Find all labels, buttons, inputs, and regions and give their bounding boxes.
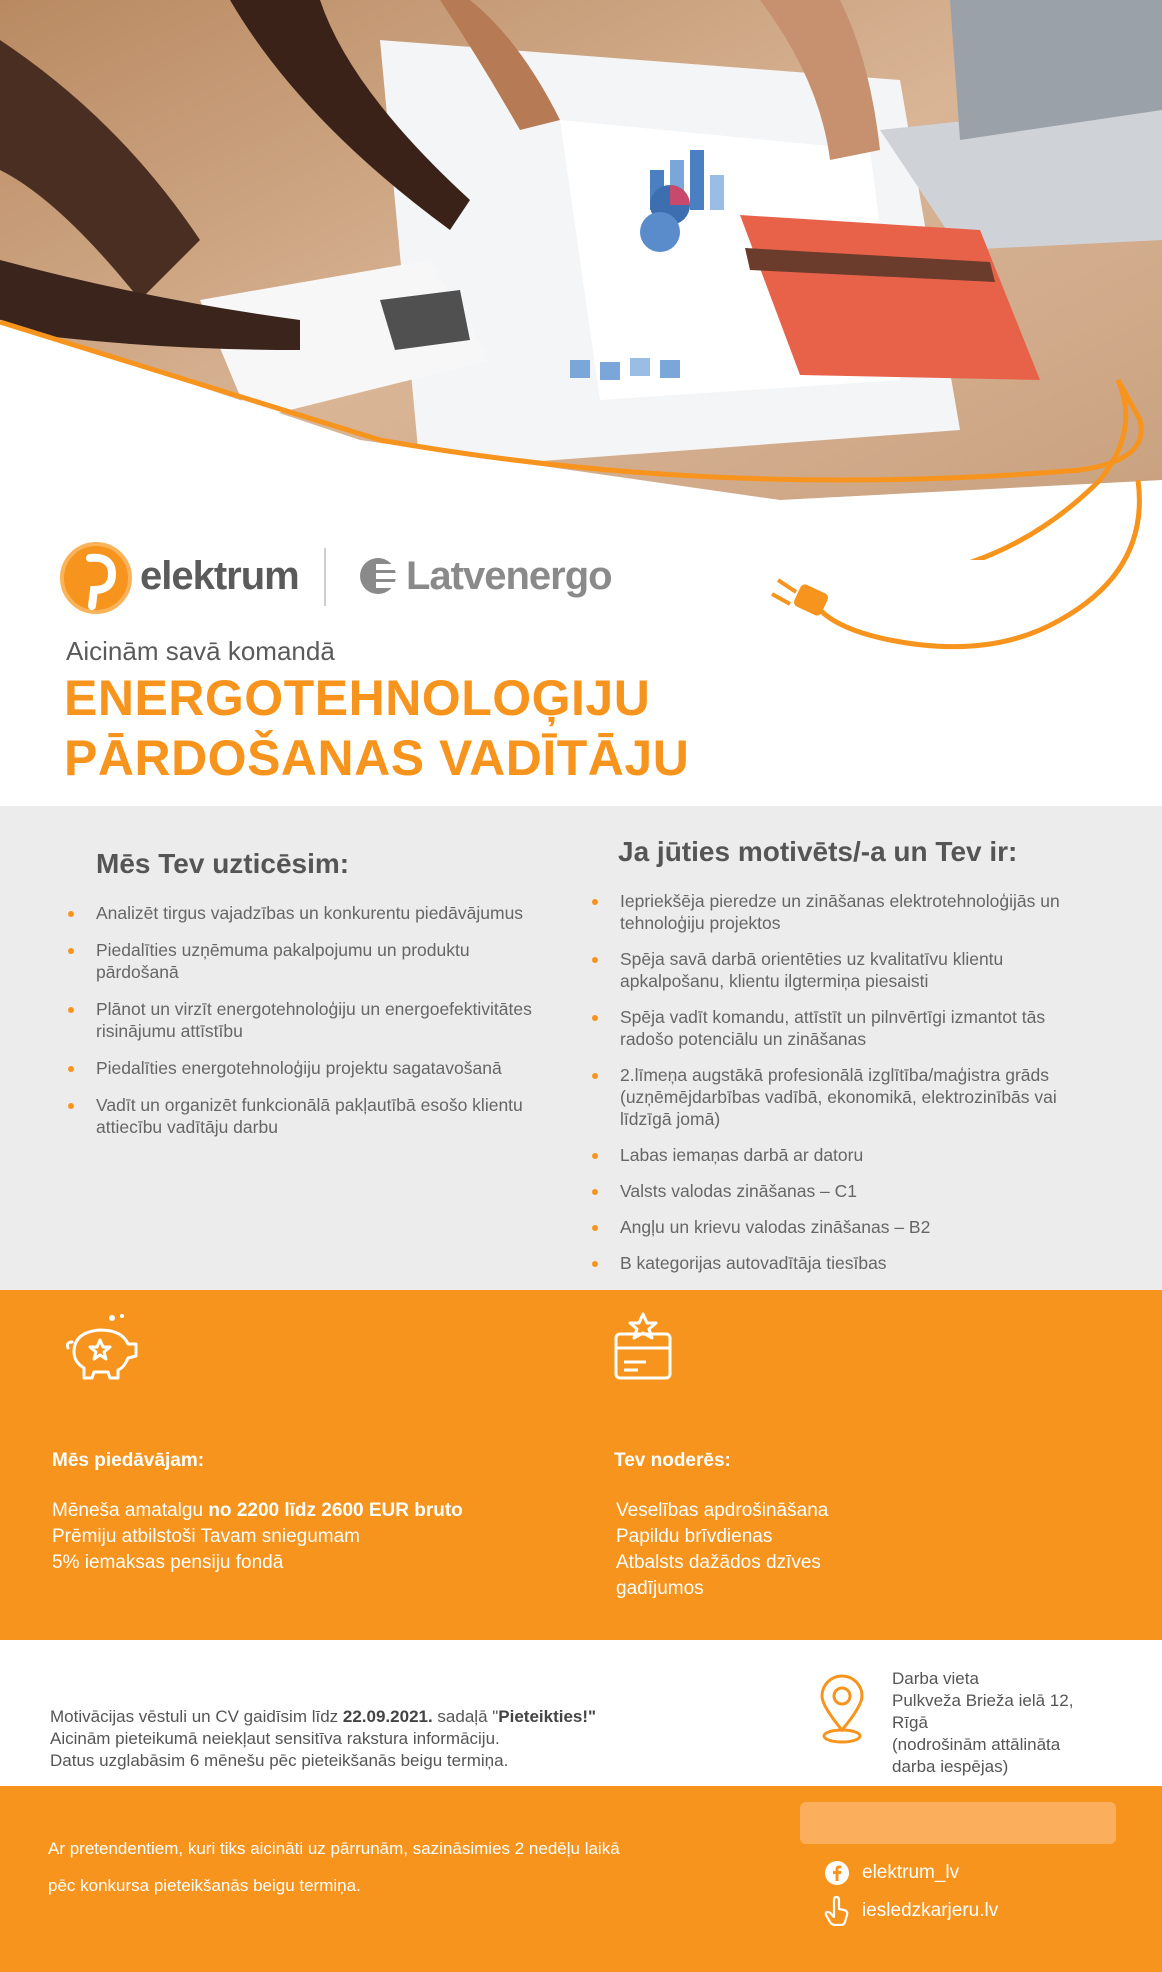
list-item: Labas iemaņas darbā ar datoru (590, 1144, 1090, 1166)
offer-item: Prēmiju atbilstoši Tavam sniegumam (52, 1526, 360, 1547)
application-info (50, 1706, 596, 1772)
list-item: Analizēt tirgus vajadzības un konkurentu piedāvājumus (66, 902, 536, 924)
job-title (64, 668, 689, 788)
workplace-info (892, 1668, 1142, 1778)
benefits-list (616, 1498, 876, 1602)
cable-plug-icon (700, 480, 1162, 680)
piggy-bank-star-icon (62, 1312, 142, 1382)
facebook-handle[interactable]: elektrum_lv (862, 1862, 960, 1883)
intro-text: Aicinām savā komandā (66, 636, 335, 666)
duties-heading: Mēs Tev uzticēsim: (96, 848, 350, 879)
list-item: Angļu un krievu valodas zināšanas – B2 (590, 1216, 1090, 1238)
offer-heading: Mēs piedāvājam: (52, 1450, 205, 1471)
card-star-icon (612, 1312, 676, 1382)
list-item: Plānot un virzīt energotehnoloģiju un energoefektivitātes risinājumu attīstību (66, 998, 536, 1042)
list-item: Spēja savā darbā orientēties uz kvalitatīvu klientu apkalpošanu, klientu ilgtermiņa piesaisti (590, 948, 1090, 992)
workplace-city: Rīgā (892, 1713, 928, 1732)
salary-line (52, 1498, 492, 1524)
facebook-link[interactable] (824, 1860, 959, 1886)
benefits-heading: Tev noderēs: (614, 1450, 731, 1471)
footer (0, 1786, 1162, 1972)
list-item: Iepriekšēja pieredze un zināšanas elektrotehnoloģijās un tehnoloģiju projektos (590, 890, 1090, 934)
facebook-icon (824, 1860, 850, 1886)
list-item: Valsts valodas zināšanas – C1 (590, 1180, 1090, 1202)
list-item: Spēja vadīt komandu, attīstīt un pilnvērtīgi izmantot tās radošo potenciālu un zināšanas (590, 1006, 1090, 1050)
application-line3: Datus uzglabāsim 6 mēnešu pēc pieteikšanās beigu termiņa. (50, 1751, 509, 1770)
salary-range: no 2200 līdz 2600 EUR bruto (208, 1500, 463, 1521)
salary-prefix: Mēneša amatalgu (52, 1500, 209, 1521)
list-item: Vadīt un organizēt funkcionālā pakļautībā esošo klientu attiecību vadītāju darbu (66, 1094, 536, 1138)
footer-note (48, 1830, 620, 1904)
offer-list (52, 1498, 492, 1576)
requirements-heading: Ja jūties motivēts/-a un Tev ir: (618, 836, 1018, 867)
requirements-list (590, 890, 1090, 1274)
requirements-column (590, 806, 1090, 1288)
footer-note-line1: Ar pretendentiem, kuri tiks aicināti uz pārrunām, sazināsimies 2 nedēļu laikā (48, 1839, 620, 1858)
workplace-label: Darba vieta (892, 1669, 979, 1688)
apply-section: Pieteikties!" (498, 1707, 597, 1726)
website-link[interactable] (824, 1896, 998, 1926)
hand-pointer-icon (824, 1896, 850, 1926)
list-item: 2.līmeņa augstākā profesionālā izglītība/maģistra grāds (uzņēmējdarbības vadībā, ekonomikā, elektrozinībās vai līdzīgā jomā) (590, 1064, 1090, 1130)
remote-note: (nodrošinām attālināta darba iespējas) (892, 1735, 1061, 1776)
elektrum-logo-icon (62, 544, 130, 612)
application-line2: Aicinām pieteikumā neiekļaut sensitīva rakstura informāciju. (50, 1729, 500, 1748)
latvenergo-wordmark: Latvenergo (406, 554, 612, 598)
job-title-line2: PĀRDOŠANAS VADĪTĀJU (64, 730, 690, 786)
details-section (0, 806, 1162, 1290)
list-item: B kategorijas autovadītāja tiesības (590, 1252, 1090, 1274)
location-pin-icon (816, 1674, 868, 1746)
benefit-item: Atbalsts dažādos dzīves gadījumos (616, 1552, 821, 1599)
hero-photo (0, 0, 1162, 560)
benefit-item: Veselības apdrošināšana (616, 1500, 829, 1521)
website-url[interactable]: iesledzkarjeru.lv (862, 1900, 999, 1921)
benefit-item: Papildu brīvdienas (616, 1526, 773, 1547)
latvenergo-logo-icon (360, 558, 398, 594)
list-item: Piedalīties uzņēmuma pakalpojumu un produktu pārdošanā (66, 939, 536, 983)
footer-highlight-bar (800, 1802, 1116, 1844)
workplace-address: Pulkveža Brieža ielā 12, (892, 1691, 1074, 1710)
offer-item: 5% iemaksas pensiju fondā (52, 1552, 284, 1573)
application-line1: Motivācijas vēstuli un CV gaidīsim līdz 22.09.2021. sadaļā "Pieteikties!" (50, 1707, 597, 1726)
footer-note-line2: pēc konkursa pieteikšanās beigu termiņa. (48, 1876, 361, 1895)
offer-section (0, 1290, 1162, 1640)
duties-column (66, 806, 536, 1153)
deadline: 22.09.2021. (342, 1707, 433, 1726)
job-title-line1: ENERGOTEHNOLOĢIJU (64, 670, 651, 726)
logo-bar (60, 540, 620, 620)
list-item: Piedalīties energotehnoloģiju projektu sagatavošanā (66, 1057, 536, 1079)
duties-list (66, 902, 536, 1138)
elektrum-wordmark: elektrum (140, 554, 299, 598)
